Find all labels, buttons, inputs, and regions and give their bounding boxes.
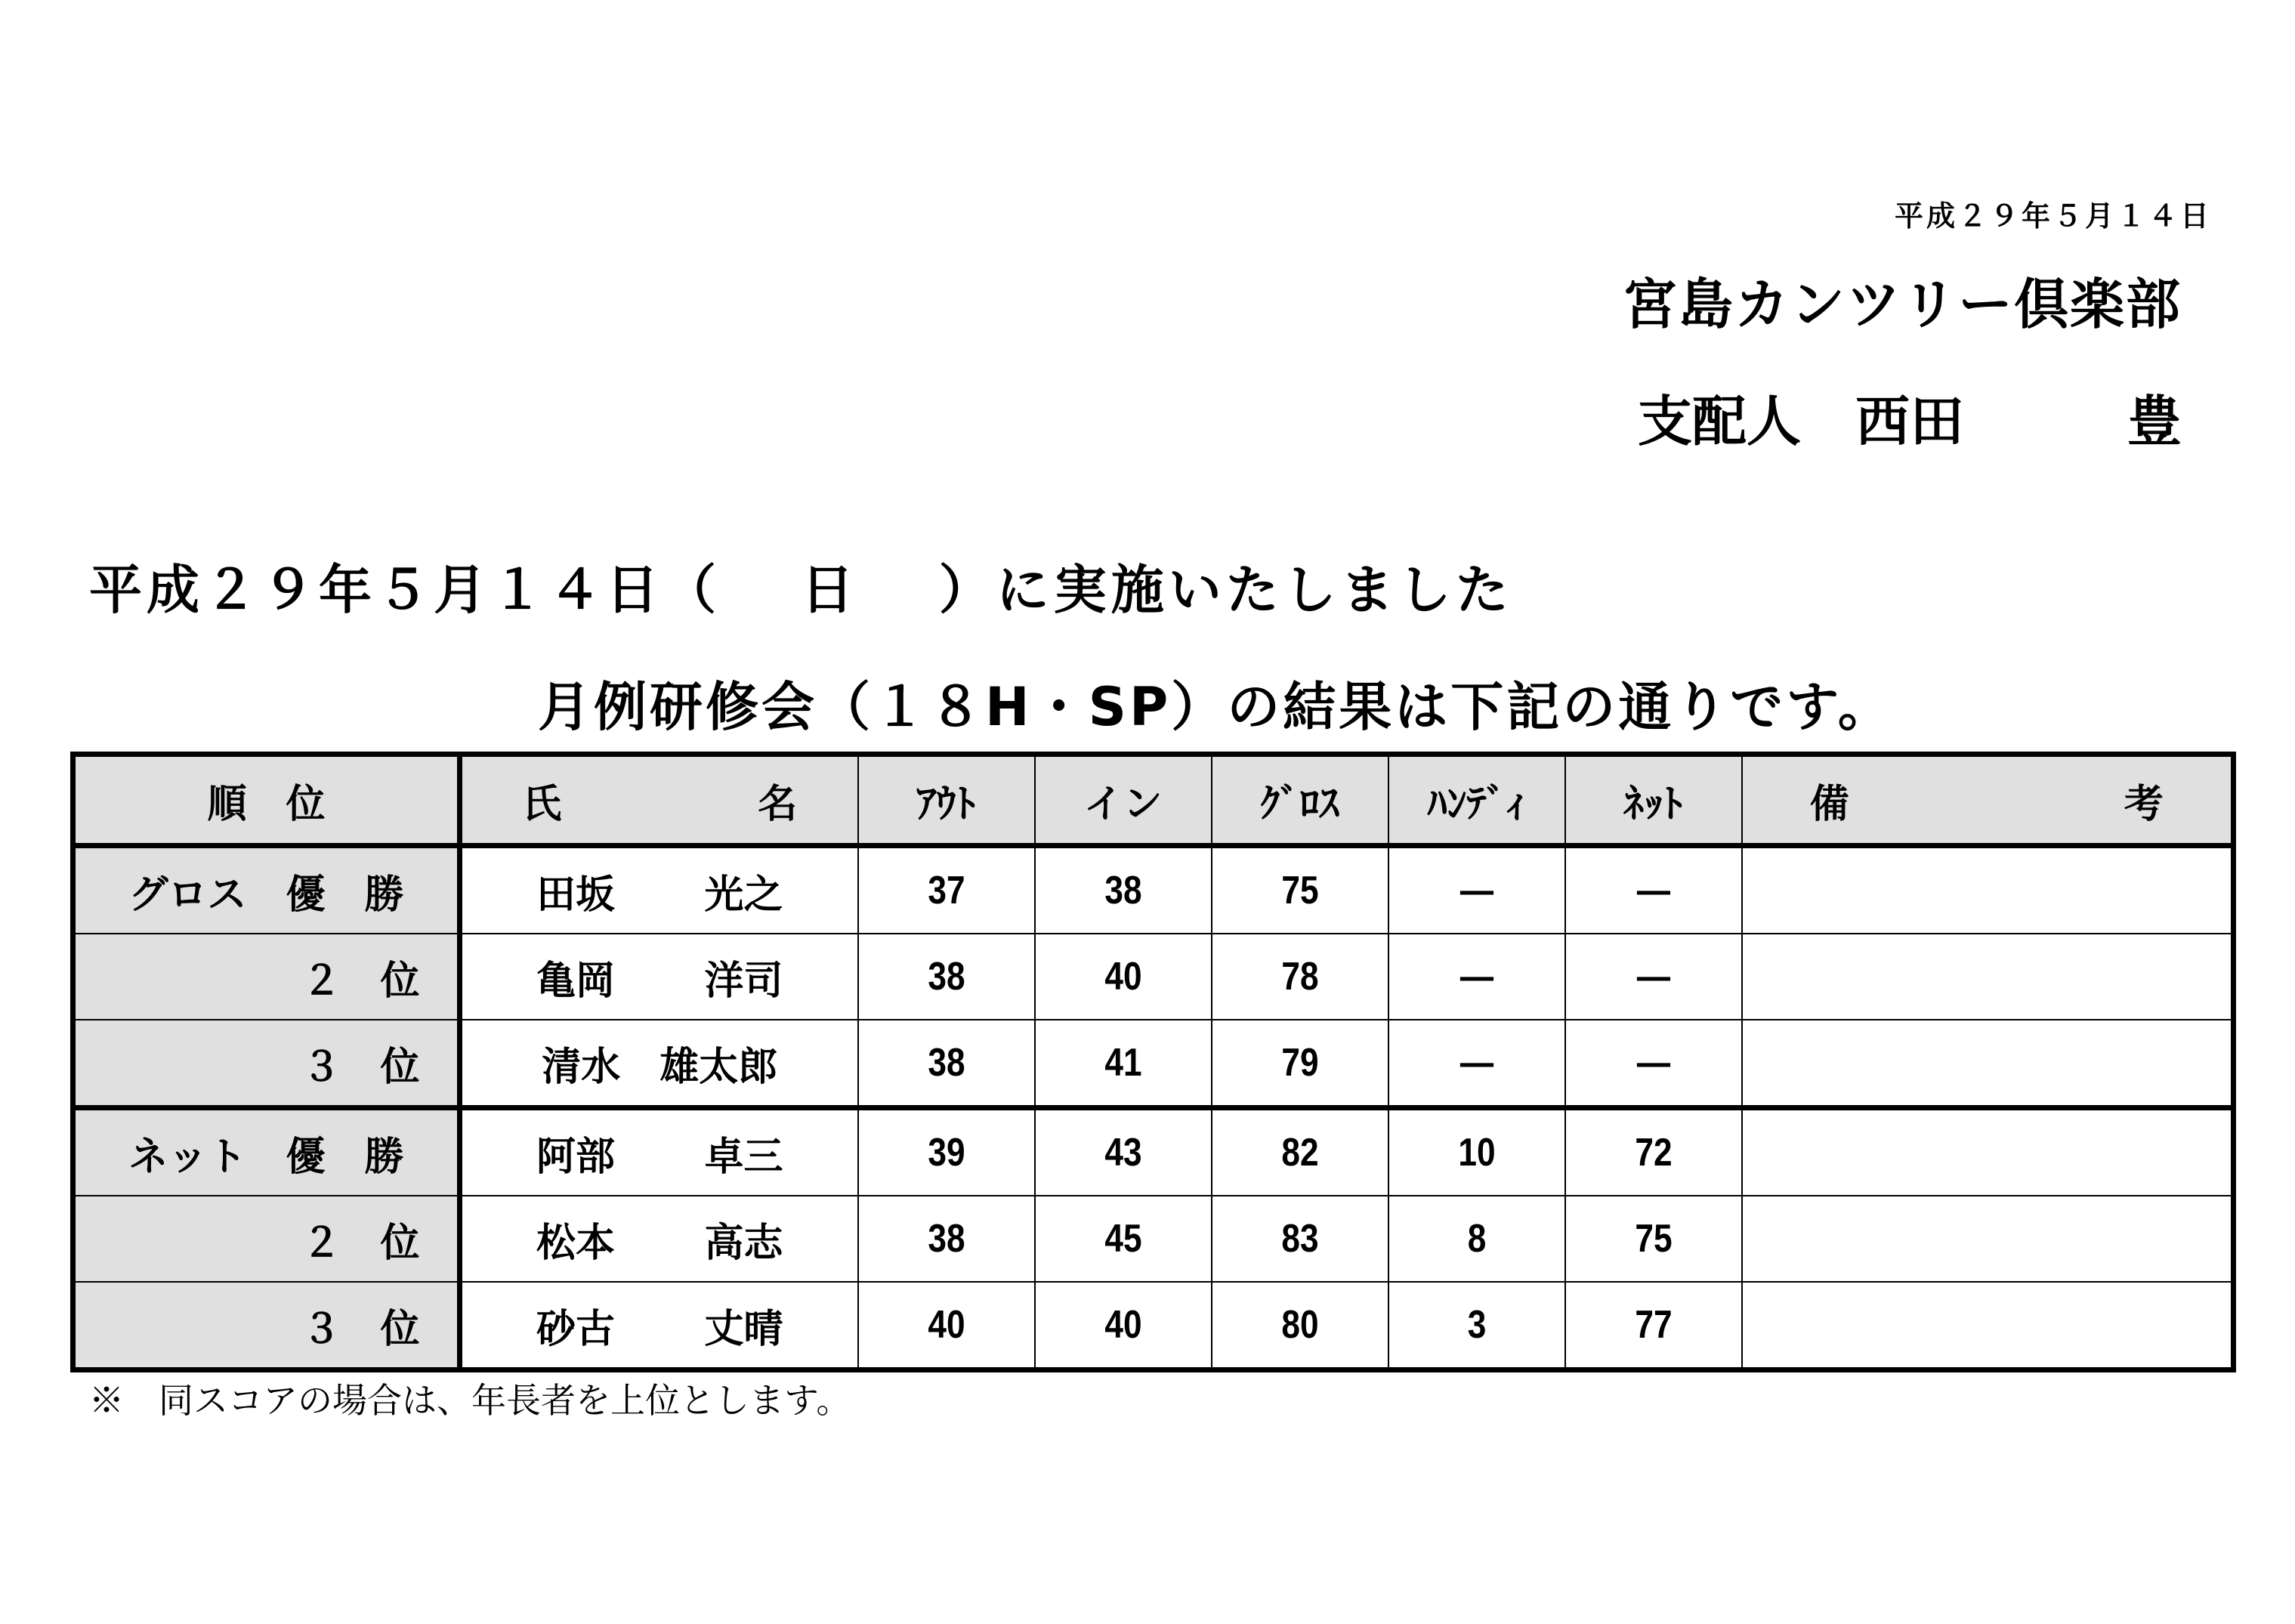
header-net: ﾈｯﾄ: [1565, 755, 1742, 846]
gross-cell: 80: [1225, 1282, 1375, 1370]
in-cell: 43: [1048, 1108, 1198, 1196]
net-cell: ―: [1578, 934, 1728, 1020]
remarks-cell: [1742, 934, 2234, 1020]
gross-cell: 83: [1225, 1196, 1375, 1282]
net-cell: 77: [1578, 1282, 1728, 1370]
header-rank: 順 位: [73, 755, 460, 846]
rank-cell: ３ 位: [73, 1282, 460, 1370]
intro-line-1: 平成２９年５月１４日（ 日 ）に実施いたしました: [89, 559, 1513, 621]
header-name: 氏 名: [460, 755, 858, 846]
out-cell: 40: [871, 1282, 1021, 1370]
in-cell: 38: [1048, 846, 1198, 934]
in-cell: 40: [1048, 1282, 1198, 1370]
gross-cell: 78: [1225, 934, 1375, 1020]
net-cell: ―: [1578, 1020, 1728, 1108]
handicap-cell: ―: [1401, 1020, 1552, 1108]
header-gross: ｸﾞﾛｽ: [1212, 755, 1388, 846]
net-cell: ―: [1578, 846, 1728, 934]
in-cell: 41: [1048, 1020, 1198, 1108]
out-cell: 37: [871, 846, 1021, 934]
footnote: ※ 同スコアの場合は、年長者を上位とします。: [89, 1380, 851, 1421]
table-row: [73, 1196, 2234, 1282]
gross-cell: 79: [1225, 1020, 1375, 1108]
name-cell: 松本 高志: [460, 1196, 858, 1282]
table-row: [73, 934, 2234, 1020]
handicap-cell: 3: [1401, 1282, 1552, 1370]
manager-name: 支配人 西田 豊: [1637, 390, 2182, 453]
handicap-cell: 8: [1401, 1196, 1552, 1282]
club-name: 宮島カンツリー倶楽部: [1622, 273, 2182, 336]
header-row: [73, 755, 2234, 846]
header-handicap: ﾊﾝﾃﾞｨ: [1388, 755, 1565, 846]
table-row: [73, 846, 2234, 934]
handicap-cell: 10: [1401, 1108, 1552, 1196]
handicap-cell: ―: [1401, 934, 1552, 1020]
gross-cell: 82: [1225, 1108, 1375, 1196]
name-cell: 田坂 光之: [460, 846, 858, 934]
net-cell: 75: [1578, 1196, 1728, 1282]
rank-cell: ２ 位: [73, 934, 460, 1020]
intro-line-2: 月例研修会（１８H・SP）の結果は下記の通りです。: [538, 676, 1894, 738]
name-cell: 阿部 卓三: [460, 1108, 858, 1196]
table-row: [73, 1020, 2234, 1108]
remarks-cell: [1742, 846, 2234, 934]
handicap-cell: ―: [1401, 846, 1552, 934]
gross-cell: 75: [1225, 846, 1375, 934]
name-cell: 砂古 丈晴: [460, 1282, 858, 1370]
out-cell: 38: [871, 1196, 1021, 1282]
net-cell: 72: [1578, 1108, 1728, 1196]
header-remarks: 備 考: [1742, 755, 2234, 846]
name-cell: 清水 雄太郎: [460, 1020, 858, 1108]
document-date: 平成２９年５月１４日: [1894, 199, 2212, 233]
rank-cell: ３ 位: [73, 1020, 460, 1108]
results-table: [70, 752, 2236, 1372]
in-cell: 40: [1048, 934, 1198, 1020]
header-out: ｱｳﾄ: [858, 755, 1035, 846]
remarks-cell: [1742, 1282, 2234, 1370]
remarks-cell: [1742, 1196, 2234, 1282]
rank-cell: グロス 優 勝: [73, 846, 460, 934]
out-cell: 38: [871, 1020, 1021, 1108]
name-cell: 亀岡 洋司: [460, 934, 858, 1020]
rank-cell: ２ 位: [73, 1196, 460, 1282]
in-cell: 45: [1048, 1196, 1198, 1282]
table-row: [73, 1282, 2234, 1370]
remarks-cell: [1742, 1020, 2234, 1108]
remarks-cell: [1742, 1108, 2234, 1196]
out-cell: 39: [871, 1108, 1021, 1196]
header-in: イン: [1035, 755, 1212, 846]
table-row: [73, 1108, 2234, 1196]
rank-cell: ネット 優 勝: [73, 1108, 460, 1196]
out-cell: 38: [871, 934, 1021, 1020]
